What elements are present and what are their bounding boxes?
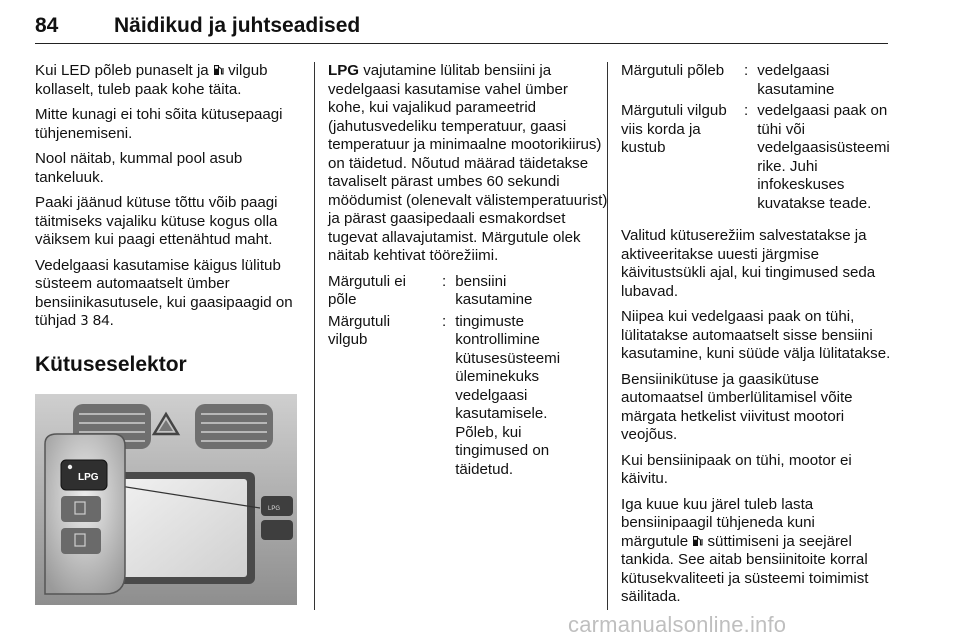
- indicator-table-1: [328, 273, 575, 480]
- fuel-pump-icon: [692, 535, 703, 547]
- paragraph-lpg-empty: Niipea kui vedelgaasi paak on tühi, lülitatakse automaatselt sisse bensiini kasutamine, kuni süüde välja lülitatakse.: [621, 308, 891, 362]
- lpg-button-label: LPG: [78, 471, 99, 483]
- column-divider-1: [314, 62, 315, 610]
- paragraph-delay: Bensiinikütuse ja gaasikütuse automaatsel ümberlülitamisel võite märgata hetkelist viivitust mootori veojõus.: [621, 370, 853, 443]
- watermark: carmanualsonline.info: [568, 612, 787, 637]
- lpg-term: LPG: [328, 62, 360, 79]
- paragraph-lpg-toggle: LPG vajutamine lülitab bensiini ja vedelgaasi kasutamise vahel ümber kohe, kui vajalikud parameetrid (jahutusvedeliku temperatuur, gaasi temperatuur ja minimaalne mootorikiirus) on täidetud. Nõutud määrad täidetakse tavaliselt pärast umbes 60 sekundi möödumist (olenevalt välistemperatuurist) ja pärast gaasipedaali esmakordset tugevat allavajutamist. Märgutule olek näitab kehtivat töörežiimi.: [328, 62, 608, 264]
- paragraph-auto-switch: Vedelgaasi kasutamise käigus lülitub süsteem automaatselt ümber bensiinikasutusele, kui gaasipaagid on tühjad 3 84.: [35, 256, 293, 329]
- table-row: Märgutuli vilgub viis korda ja kustub : vedelgaasi paak on tühi või vedelgaasisüsteemi rike. Juhi infokeskuses kuvatakse teade.: [621, 102, 890, 212]
- paragraph-remaining-fuel: Paaki jäänud kütuse tõttu võib paagi täitmiseks vajaliku kütuse kogus olla väiksem kui paagi ettenähtud maht.: [35, 194, 278, 248]
- paragraph-mode-saved: Valitud kütuserežiim salvestatakse ja aktiveeritakse uuesti järgmise käivitustsükli ajal, kui tingimused seda lubavad.: [621, 227, 876, 300]
- indicator-table-2: [621, 62, 892, 213]
- paragraph-led-red: Kui LED põleb punaselt ja vilgub kollaselt, tuleb paak kohe täita.: [35, 62, 268, 98]
- paragraph-six-months: Iga kuue kuu järel tuleb lasta bensiinipaagil tühjeneda kuni märgutule süttimiseni ja seejärel tankida. See aitab bensiinitoite korral kütusekvaliteeti ja süsteemi toimimist säilitada.: [621, 495, 869, 605]
- page-number: 84: [35, 14, 59, 37]
- fuel-pump-icon: [213, 64, 224, 76]
- page-title: Näidikud ja juhtseadised: [114, 14, 361, 37]
- header-divider: [35, 43, 888, 44]
- paragraph-never-empty: Mitte kunagi ei tohi sõita kütusepaagi tühjenemiseni.: [35, 106, 283, 142]
- page-ref-link[interactable]: 84.: [88, 312, 114, 329]
- paragraph-petrol-empty: Kui bensiinipaak on tühi, mootor ei käivitu.: [621, 451, 852, 487]
- column-3: [621, 62, 893, 614]
- page-ref-arrow-icon: 3: [80, 314, 89, 329]
- small-lpg-label: LPG: [268, 505, 281, 512]
- table-row: Märgutuli põleb : vedelgaasi kasutamine: [621, 62, 835, 98]
- table-row: Märgutuli vilgub : tingimuste kontrollimine kütusesüsteemi üleminekuks vedelgaasi kasutamisele. Põleb, kui tingimused on täidetud.: [328, 312, 561, 478]
- column-1: [35, 62, 307, 605]
- column-2: [328, 62, 608, 489]
- paragraph-arrow: Nool näitab, kummal pool asub tankeluuk.: [35, 150, 243, 186]
- table-row: Märgutuli ei põle : bensiini kasutamine: [328, 272, 533, 308]
- fuel-selector-photo: [35, 394, 297, 605]
- page-header: [35, 8, 888, 44]
- section-heading-fuel-selector: Kütuseselektor: [35, 352, 187, 376]
